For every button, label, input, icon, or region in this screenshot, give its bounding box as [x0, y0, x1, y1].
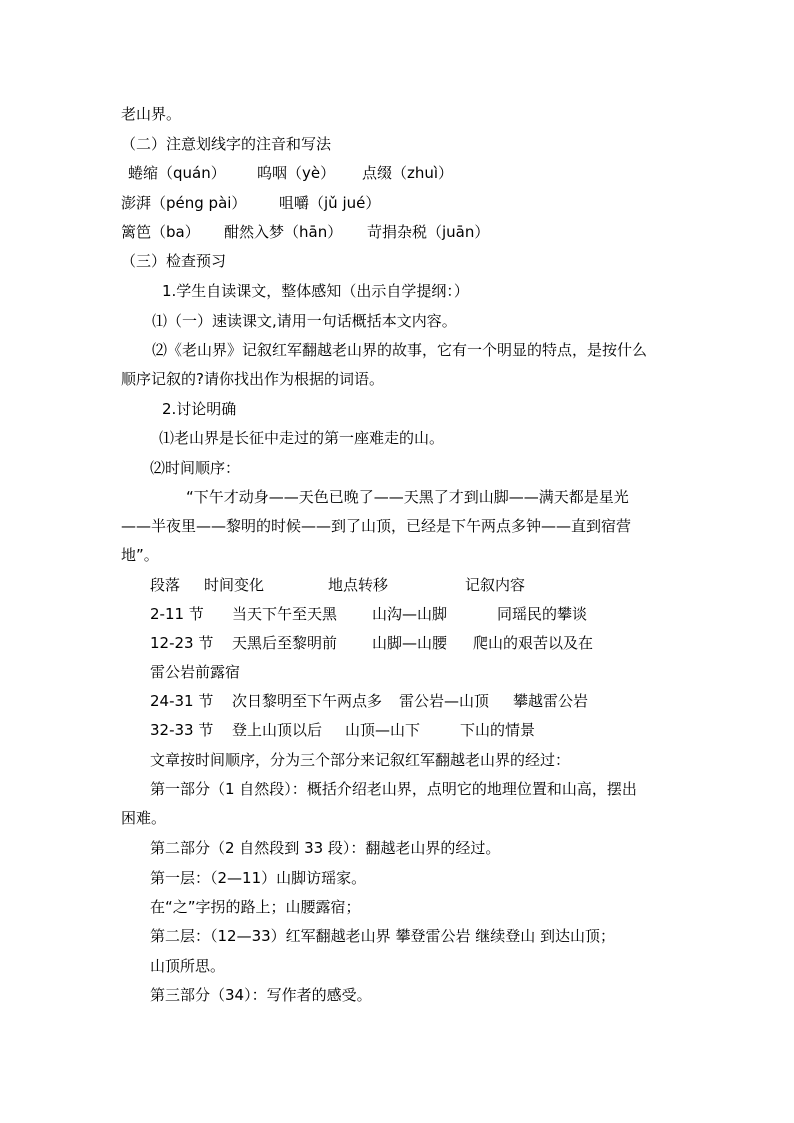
- section-heading: （三）检查预习: [121, 252, 227, 270]
- vocab-item: 酣然入梦（hān）: [224, 223, 343, 241]
- text-line: ⑵时间顺序：: [150, 459, 241, 477]
- table-cell: 当天下午至天黑: [232, 605, 338, 623]
- text-line: 第一层：（2—11）山脚访瑶家。: [150, 869, 367, 887]
- table-cell: 下山的情景: [460, 721, 536, 739]
- text-line: 第一部分（1 自然段）：概括介绍老山界，点明它的地理位置和山高，摆出: [150, 780, 637, 798]
- text-line: ⑴老山界是长征中走过的第一座难走的山。: [159, 429, 445, 447]
- text-line: 文章按时间顺序，分为三个部分来记叙红军翻越老山界的经过：: [150, 751, 571, 769]
- table-cell: 山顶—山下: [345, 721, 421, 739]
- vocab-item: 咀嚼（jǔ jué）: [279, 194, 381, 212]
- table-cell: 爬山的艰苦以及在: [473, 634, 594, 652]
- table-header: 时间变化: [204, 576, 265, 594]
- table-header: 段落: [150, 576, 181, 594]
- table-cell: 雷公岩前露宿: [150, 663, 241, 681]
- vocab-item: 澎湃（péng pài）: [121, 194, 247, 212]
- text-line: 第三部分（34）：写作者的感受。: [150, 986, 372, 1004]
- table-header: 记叙内容: [465, 576, 526, 594]
- text-line: 2.讨论明确: [162, 400, 237, 418]
- text-line: 在“之”字拐的路上；山腰露宿；: [150, 898, 361, 916]
- table-cell: 山脚—山腰: [372, 634, 448, 652]
- quote-line: ——半夜里——黎明的时候——到了山顶，已经是下午两点多钟——直到宿营: [121, 517, 632, 535]
- text-line: 山顶所思。: [150, 957, 226, 975]
- table-cell: 2-11 节: [150, 605, 204, 623]
- text-line: 第二层：（12—33）红军翻越老山界 攀登雷公岩 继续登山 到达山顶；: [150, 927, 615, 945]
- table-cell: 32-33 节: [150, 721, 214, 739]
- section-heading: （二）注意划线字的注音和写法: [121, 135, 332, 153]
- table-cell: 雷公岩—山顶: [399, 692, 490, 710]
- table-cell: 天黑后至黎明前: [232, 634, 338, 652]
- table-cell: 攀越雷公岩: [513, 692, 589, 710]
- text-line: ⑴（一）速读课文,请用一句话概括本文内容。: [152, 312, 457, 330]
- text-line: 顺序记叙的?请你找出作为根据的词语。: [121, 370, 384, 388]
- quote-line: “下午才动身——天色已晚了——天黑了才到山脚——满天都是星光: [186, 488, 629, 506]
- table-cell: 24-31 节: [150, 692, 214, 710]
- table-cell: 次日黎明至下午两点多: [232, 692, 383, 710]
- table-cell: 同瑶民的攀谈: [497, 605, 588, 623]
- text-line: 老山界。: [121, 105, 182, 123]
- quote-line: 地”。: [121, 546, 159, 564]
- table-cell: 12-23 节: [150, 634, 214, 652]
- vocab-item: 苛捐杂税（juān）: [367, 223, 490, 241]
- vocab-item: 蜷缩（quán）: [128, 164, 226, 182]
- text-line: 困难。: [121, 809, 167, 827]
- vocab-item: 篱笆（ba）: [121, 223, 200, 241]
- text-line: 第二部分（2 自然段到 33 段）：翻越老山界的经过。: [150, 839, 501, 857]
- table-cell: 山沟—山脚: [372, 605, 448, 623]
- vocab-item: 点缀（zhuì）: [362, 164, 454, 182]
- table-header: 地点转移: [328, 576, 389, 594]
- vocab-item: 呜咽（yè）: [257, 164, 336, 182]
- text-line: 1.学生自读课文，整体感知（出示自学提纲：）: [162, 282, 469, 300]
- table-cell: 登上山顶以后: [232, 721, 323, 739]
- text-line: ⑵《老山界》记叙红军翻越老山界的故事，它有一个明显的特点，是按什么: [152, 341, 648, 359]
